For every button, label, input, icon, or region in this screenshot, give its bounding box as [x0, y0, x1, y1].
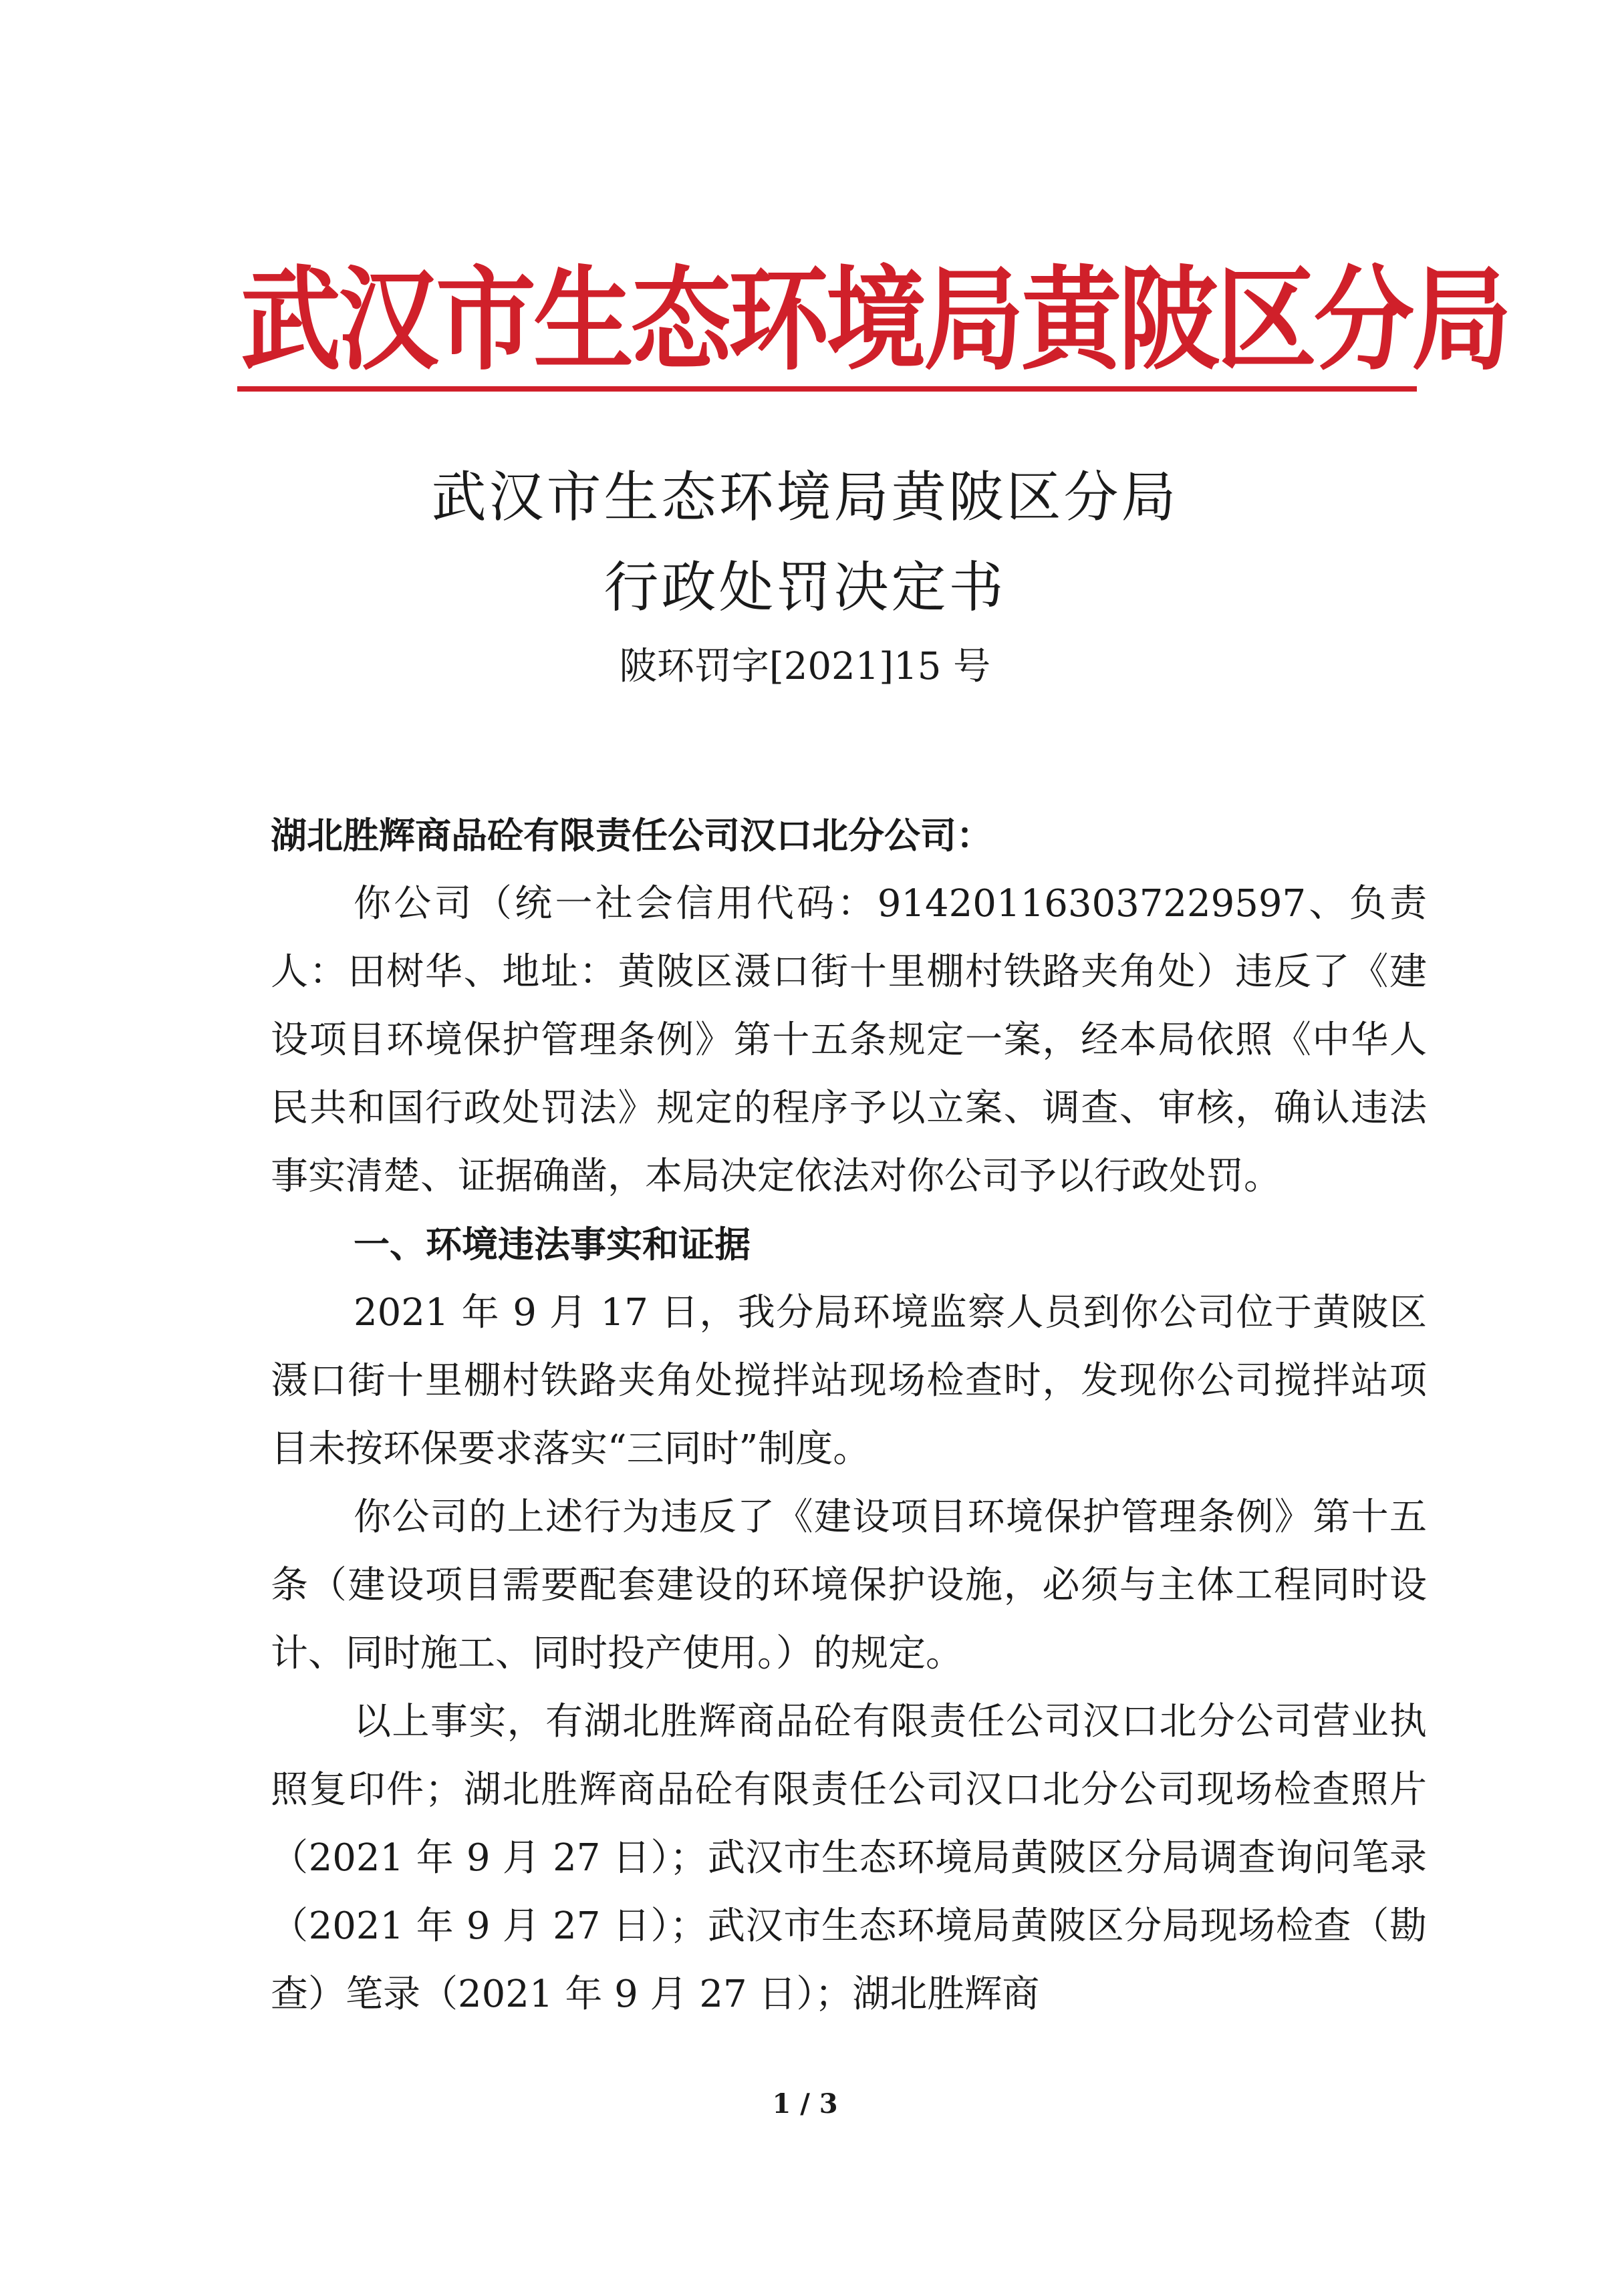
- paragraph-violation: 你公司的上述行为违反了《建设项目环境保护管理条例》第十五条（建设项目需要配套建设的环境保护设施，必须与主体工程同时设计、同时施工、同时投产使用。）的规定。: [271, 1495, 1427, 1675]
- document-number: 陂环罚字[2021]15 号: [619, 645, 991, 688]
- letterhead-red-rule: [237, 386, 1417, 392]
- letterhead-title: 武汉市生态环境局黄陂区分局: [241, 255, 1510, 386]
- paragraph-inspection: 2021 年 9 月 17 日，我分局环境监察人员到你公司位于黄陂区滠口街十里棚村铁路夹角处搅拌站现场检查时，发现你公司搅拌站项目未按环保要求落实“三同时”制度。: [271, 1291, 1427, 1471]
- document-title-line-1: 武汉市生态环境局黄陂区分局: [431, 466, 1179, 529]
- page-number: 1 / 3: [772, 2088, 838, 2120]
- paragraph-evidence: 以上事实，有湖北胜辉商品砼有限责任公司汉口北分公司营业执照复印件；湖北胜辉商品砼有限责任公司汉口北分公司现场检查照片（2021 年 9 月 27 日）；武汉市生态环境局黄陂区分局调查询问笔录（2021 年 9 月 27 日）；武汉市生态环境局黄陂区分局现场检查（勘查）笔录（2021 年 9 月 27 日）；湖北胜辉商: [271, 1700, 1427, 2016]
- section-heading-facts: 一、环境违法事实和证据: [354, 1224, 751, 1266]
- paragraph-intro: 你公司（统一社会信用代码：914201163037229597、负责人：田树华、地址：黄陂区滠口街十里棚村铁路夹角处）违反了《建设项目环境保护管理条例》第十五条规定一案，经本局依照《中华人民共和国行政处罚法》规定的程序予以立案、调查、审核，确认违法事实清楚、证据确凿，本局决定依法对你公司予以行政处罚。: [271, 882, 1427, 1198]
- document-body: [271, 802, 1427, 2029]
- document-title-line-2: 行政处罚决定书: [603, 556, 1007, 619]
- addressee: 湖北胜辉商品砼有限责任公司汉口北分公司：: [271, 815, 992, 857]
